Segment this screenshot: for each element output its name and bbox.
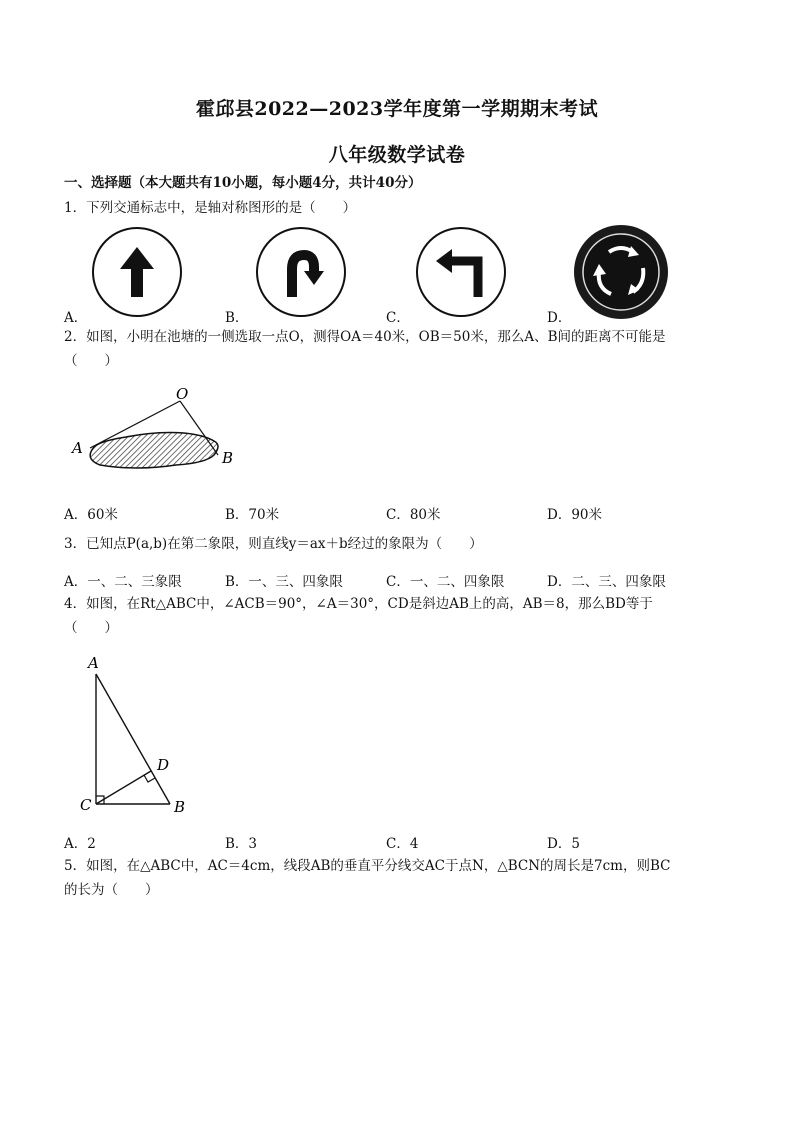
exam-title: 霍邱县2022—2023学年度第一学期期末考试 bbox=[195, 98, 599, 120]
q4-option-d: D．5 bbox=[547, 836, 580, 852]
question-number: 4． bbox=[64, 596, 87, 612]
question-5-continuation: 的长为（ ） bbox=[64, 882, 159, 898]
vertex-b-label: B bbox=[174, 798, 186, 816]
q3-option-b: B．一、三、四象限 bbox=[225, 574, 343, 590]
question-3 bbox=[64, 534, 483, 554]
roundabout-sign-icon bbox=[571, 222, 671, 322]
question-2 bbox=[64, 327, 666, 347]
q3-option-c: C．一、二、四象限 bbox=[386, 574, 505, 590]
question-number: 5． bbox=[64, 858, 87, 874]
q4-option-b: B．3 bbox=[225, 836, 258, 852]
q1-option-b: B． bbox=[225, 310, 249, 326]
q2-option-b: B．70米 bbox=[225, 507, 280, 523]
q2-option-a: A．60米 bbox=[64, 507, 118, 523]
q1-option-a: A． bbox=[64, 310, 88, 326]
up-arrow-sign-icon bbox=[90, 225, 184, 319]
point-a-label: A bbox=[72, 439, 83, 457]
question-4-continuation: （ ） bbox=[64, 620, 118, 636]
question-5 bbox=[64, 856, 670, 876]
point-o-label: O bbox=[176, 385, 189, 403]
vertex-c-label: C bbox=[80, 796, 92, 814]
question-1 bbox=[64, 198, 356, 218]
question-number: 1． bbox=[64, 200, 87, 216]
q3-option-d: D．二、三、四象限 bbox=[547, 574, 666, 590]
question-number: 3． bbox=[64, 536, 87, 552]
turn-left-sign-icon bbox=[414, 225, 508, 319]
q2-option-d: D．90米 bbox=[547, 507, 603, 523]
q1-option-d: D． bbox=[547, 310, 572, 326]
question-text: 如图，在△ABC中，AC＝4cm，线段AB的垂直平分线交AC于点N，△BCN的周长是7cm，则BC bbox=[86, 858, 671, 874]
q3-option-a: A．一、二、三象限 bbox=[64, 574, 182, 590]
section-heading: 一、选择题（本大题共有10小题，每小题4分，共计40分） bbox=[64, 175, 422, 191]
exam-subtitle: 八年级数学试卷 bbox=[328, 144, 466, 166]
question-4 bbox=[64, 594, 653, 614]
question-number: 2． bbox=[64, 329, 87, 345]
point-b-label: B bbox=[222, 449, 234, 467]
question-text: 已知点P(a,b)在第二象限，则直线y＝ax＋b经过的象限为（ ） bbox=[86, 536, 483, 552]
triangle-figure bbox=[78, 652, 198, 822]
question-text: 如图，在Rt△ABC中，∠ACB＝90°，∠A＝30°，CD是斜边AB上的高，AB＝8，那么BD等于 bbox=[86, 596, 653, 612]
point-d-label: D bbox=[157, 756, 170, 774]
q4-option-a: A．2 bbox=[64, 836, 96, 852]
q4-option-c: C．4 bbox=[386, 836, 419, 852]
question-text: 如图，小明在池塘的一侧选取一点O，测得OA＝40米，OB＝50米，那么A、B间的距离不可能是 bbox=[86, 329, 666, 345]
question-text: 下列交通标志中，是轴对称图形的是（ ） bbox=[86, 200, 357, 216]
u-turn-right-sign-icon bbox=[254, 225, 348, 319]
vertex-a-label: A bbox=[88, 654, 99, 672]
q2-option-c: C．80米 bbox=[386, 507, 441, 523]
q1-option-c: C． bbox=[386, 310, 410, 326]
question-2-continuation: （ ） bbox=[64, 353, 118, 369]
pond-figure bbox=[66, 385, 246, 475]
